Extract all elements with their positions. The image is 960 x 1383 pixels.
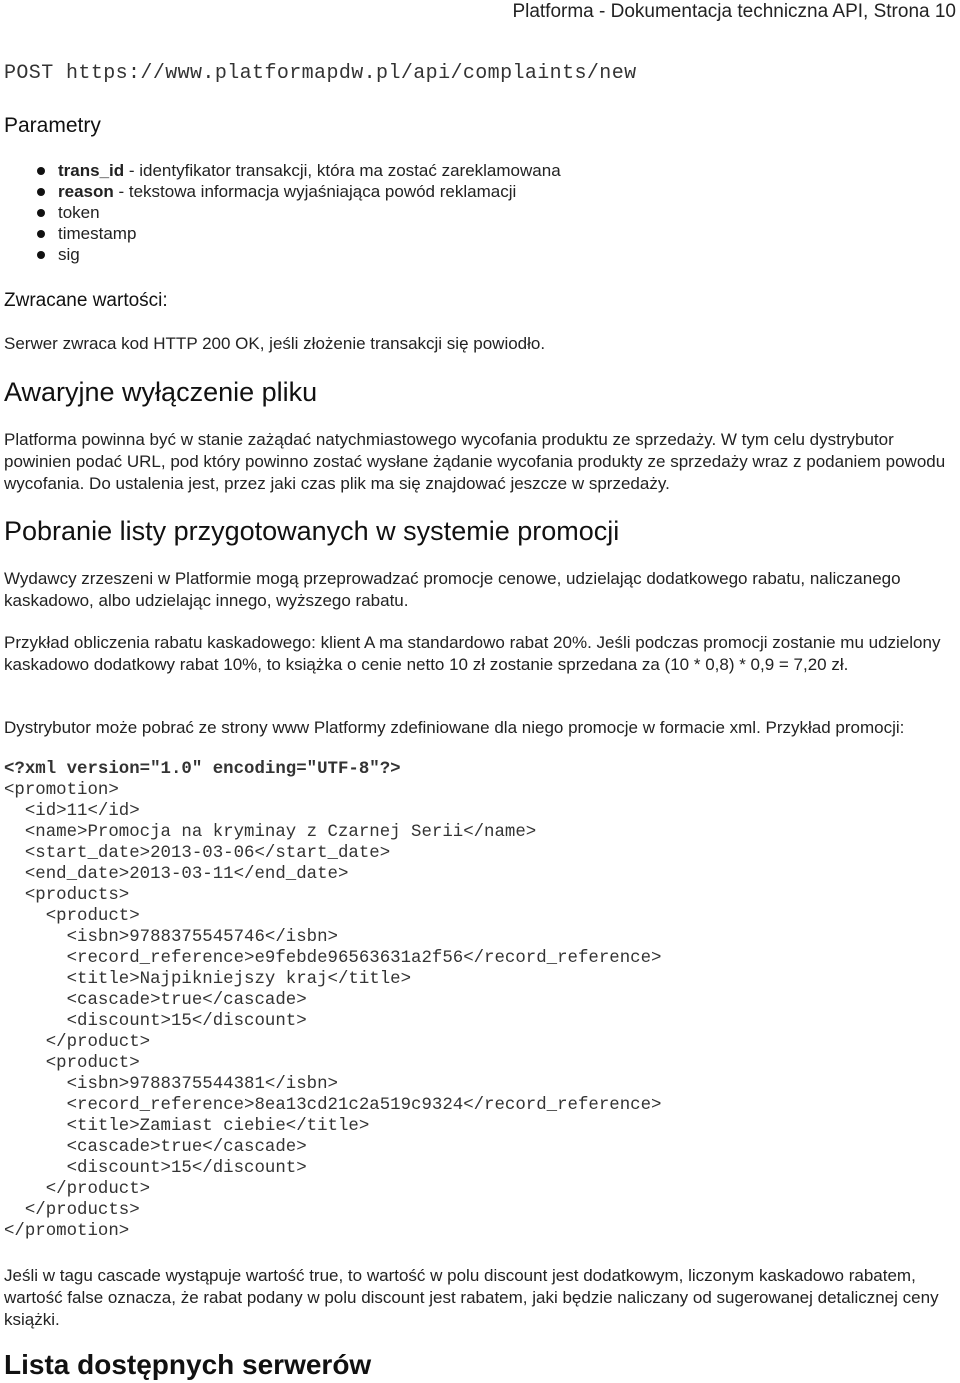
param-name: trans_id (58, 161, 125, 180)
code-line: <title>Zamiast ciebie</title> (4, 1117, 370, 1136)
code-line: <discount>15</discount> (4, 1159, 307, 1178)
promotions-paragraph-1: Wydawcy zrzeszeni w Platformie mogą przeprowadzać promocje cenowe, udzielając dodatkowego rabatu, naliczanego kaskadowo, albo udzielając innego, wyższego rabatu. (4, 569, 901, 610)
promotions-heading: Pobranie listy przygotowanych w systemie promocji (4, 516, 620, 546)
list-item (0, 244, 561, 265)
emergency-paragraph: Platforma powinna być w stanie zażądać natychmiastowego wycofania produktu ze sprzedaży. W tym celu dystrybutor powinien podać URL, pod który powinno zostać wysłane żądanie wycofania produkty ze sprzedaży wraz z podaniem powodu wycofania. Do ustalenia jest, przez jaki czas plik ma się znajdować jeszcze w sprzedaży. (4, 430, 946, 493)
code-line: <discount>15</discount> (4, 1012, 307, 1031)
code-line: <name>Promocja na kryminay z Czarnej Serii</name> (4, 823, 537, 842)
parameters-heading: Parametry (4, 114, 101, 137)
list-item (0, 181, 561, 202)
param-description: - tekstowa informacja wyjaśniająca powód reklamacji (113, 182, 517, 201)
param-name: reason (58, 182, 114, 201)
code-line: <product> (4, 1054, 140, 1073)
list-item (0, 160, 561, 181)
code-line: <record_reference>e9febde96563631a2f56</record_reference> (4, 949, 662, 968)
api-endpoint: POST https://www.platformapdw.pl/api/complaints/new (4, 62, 637, 85)
code-line: <start_date>2013-03-06</start_date> (4, 844, 391, 863)
code-line: <products> (4, 886, 130, 905)
code-line: <isbn>9788375544381</isbn> (4, 1075, 338, 1094)
bullet-icon (37, 188, 45, 196)
code-line: <record_reference>8ea13cd21c2a519c9324</record_reference> (4, 1096, 662, 1115)
bullet-icon (37, 230, 45, 238)
code-line: <title>Najpikniejszy kraj</title> (4, 970, 412, 989)
list-item (0, 202, 561, 223)
code-line: <cascade>true</cascade> (4, 991, 307, 1010)
page-running-title: Platforma - Dokumentacja techniczna API, Strona 10 (512, 1, 956, 22)
code-line: <promotion> (4, 781, 119, 800)
param-description: timestamp (58, 224, 137, 243)
code-line: <isbn>9788375545746</isbn> (4, 928, 338, 947)
bullet-icon (37, 167, 45, 175)
code-line: <id>11</id> (4, 802, 140, 821)
promotions-paragraph-3: Dystrybutor może pobrać ze strony www Platformy zdefiniowane dla niego promocje w formacie xml. Przykład promocji: (4, 718, 905, 737)
parameters-list (0, 160, 561, 265)
returns-heading: Zwracane wartości: (4, 290, 168, 311)
param-description: token (58, 203, 100, 222)
list-item (0, 223, 561, 244)
bullet-icon (37, 209, 45, 217)
servers-heading: Lista dostępnych serwerów (4, 1349, 372, 1380)
code-line: <product> (4, 907, 140, 926)
code-line: </promotion> (4, 1222, 130, 1241)
param-description: - identyfikator transakcji, która ma zostać zareklamowana (124, 161, 561, 180)
code-line: <end_date>2013-03-11</end_date> (4, 865, 349, 884)
code-line: </product> (4, 1033, 151, 1052)
code-line: <?xml version="1.0" encoding="UTF-8"?> (4, 760, 401, 779)
param-description: sig (58, 245, 80, 264)
cascade-explanation-paragraph: Jeśli w tagu cascade wystąpuje wartość true, to wartość w polu discount jest dodatkowym, liczonym kaskadowo rabatem, wartość false oznacza, że rabat podany w polu discount jest rabatem, jaki będzie naliczany od sugerowanej detalicznej ceny książki. (4, 1266, 939, 1329)
bullet-icon (37, 251, 45, 259)
emergency-heading: Awaryjne wyłączenie pliku (4, 377, 318, 407)
code-line: </products> (4, 1201, 140, 1220)
code-line: <cascade>true</cascade> (4, 1138, 307, 1157)
promotions-paragraph-2: Przykład obliczenia rabatu kaskadowego: klient A ma standardowo rabat 20%. Jeśli podczas promocji zostanie mu udzielony kaskadowo dodatkowy rabat 10%, to książka o cenie netto 10 zł zostanie sprzedana za (10 * 0,8) * 0,9 = 7,20 zł. (4, 633, 941, 674)
returns-text: Serwer zwraca kod HTTP 200 OK, jeśli złożenie transakcji się powiodło. (4, 334, 546, 353)
xml-code-block (4, 759, 661, 1242)
code-line: </product> (4, 1180, 151, 1199)
